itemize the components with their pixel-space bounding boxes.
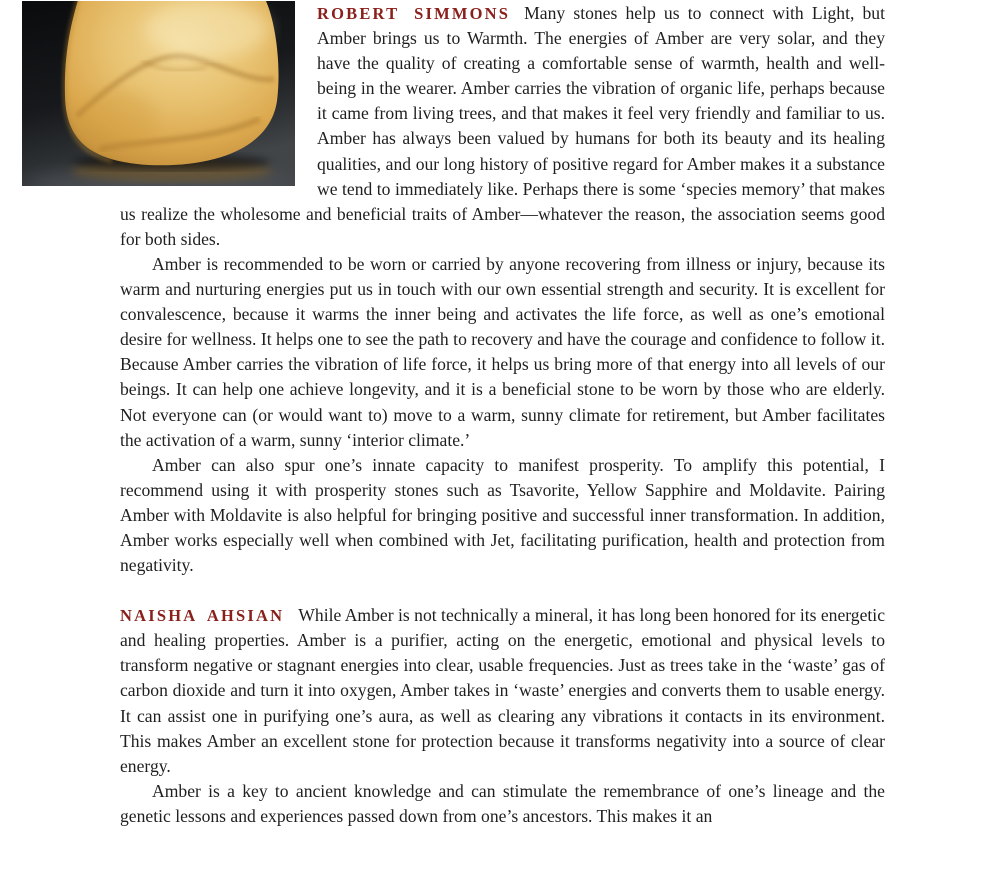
paragraph-text: Many stones help us to connect with Light, but Amber brings us to Warmth. The energies of Amber are very solar, and they have the quality of creating a comfortable sense of warmth, health and well-being in the wearer. Amber carries the vibration of organic life, perhaps because it came from living trees, and that makes it feel very friendly and familiar to us. Amber has always been valued by humans for both its beauty and its healing qualities, and our long history of positive regard for Amber makes it a substance we tend to immediately like. Perhaps there is some ‘species memory’ that makes us realize the wholesome and beneficial traits of Amber—whatever the reason, the association seems good for both sides. (120, 3, 885, 249)
paragraph-text: While Amber is not technically a mineral, it has long been honored for its energetic and healing properties. Amber is a purifier, acting on the energetic, emotional and physical levels to transform negative or stagnant energies into clear, usable frequencies. Just as trees take in the ‘waste’ gas of carbon dioxide and turn it into oxygen, Amber takes in ‘waste’ energies and converts them to usable energy. It can assist one in purifying one’s aura, as well as clearing any vibrations it contacts in its environment. This makes Amber an excellent stone for protection because it transforms negativity into a source of clear energy. (120, 605, 886, 776)
amber-stone-photo (22, 1, 295, 186)
paragraph (120, 603, 885, 779)
amber-stone-illustration (22, 1, 295, 186)
paragraph: Amber is a key to ancient knowledge and can stimulate the remembrance of one’s lineage and the genetic lessons and experiences passed down from one’s ancestors. This makes it an (120, 780, 885, 826)
text-block (120, 0, 885, 829)
author-heading-naisha-ahsian: NAISHA AHSIAN (120, 606, 285, 626)
author-heading-robert-simmons: ROBERT SIMMONS (317, 4, 511, 23)
paragraph: Amber is recommended to be worn or carried by anyone recovering from illness or injury, because its warm and nurturing energies put us in touch with our own essential strength and security. It is excellent for convalescence, because it warms the inner being and activates the life force, as well as one’s emotional desire for wellness. It helps one to see the path to recovery and have the courage and confidence to follow it. Because Amber carries the vibration of life force, it helps us bring more of that energy into all levels of our beings. It can help one achieve longevity, and it is a beneficial stone to be worn by those who are elderly. Not everyone can (or would want to) move to a warm, sunny climate for retirement, but Amber facilitates the activation of a warm, sunny ‘interior climate.’ (120, 253, 885, 450)
section-naisha-ahsian (120, 603, 885, 829)
paragraph: Amber can also spur one’s innate capacity to manifest prosperity. To amplify this potential, I recommend using it with prosperity stones such as Tsavorite, Yellow Sapphire and Moldavite. Pairing Amber with Moldavite is also helpful for bringing positive and successful inner transformation. In addition, Amber works especially well when combined with Jet, facilitating purification, health and protection from negativity. (120, 454, 885, 576)
